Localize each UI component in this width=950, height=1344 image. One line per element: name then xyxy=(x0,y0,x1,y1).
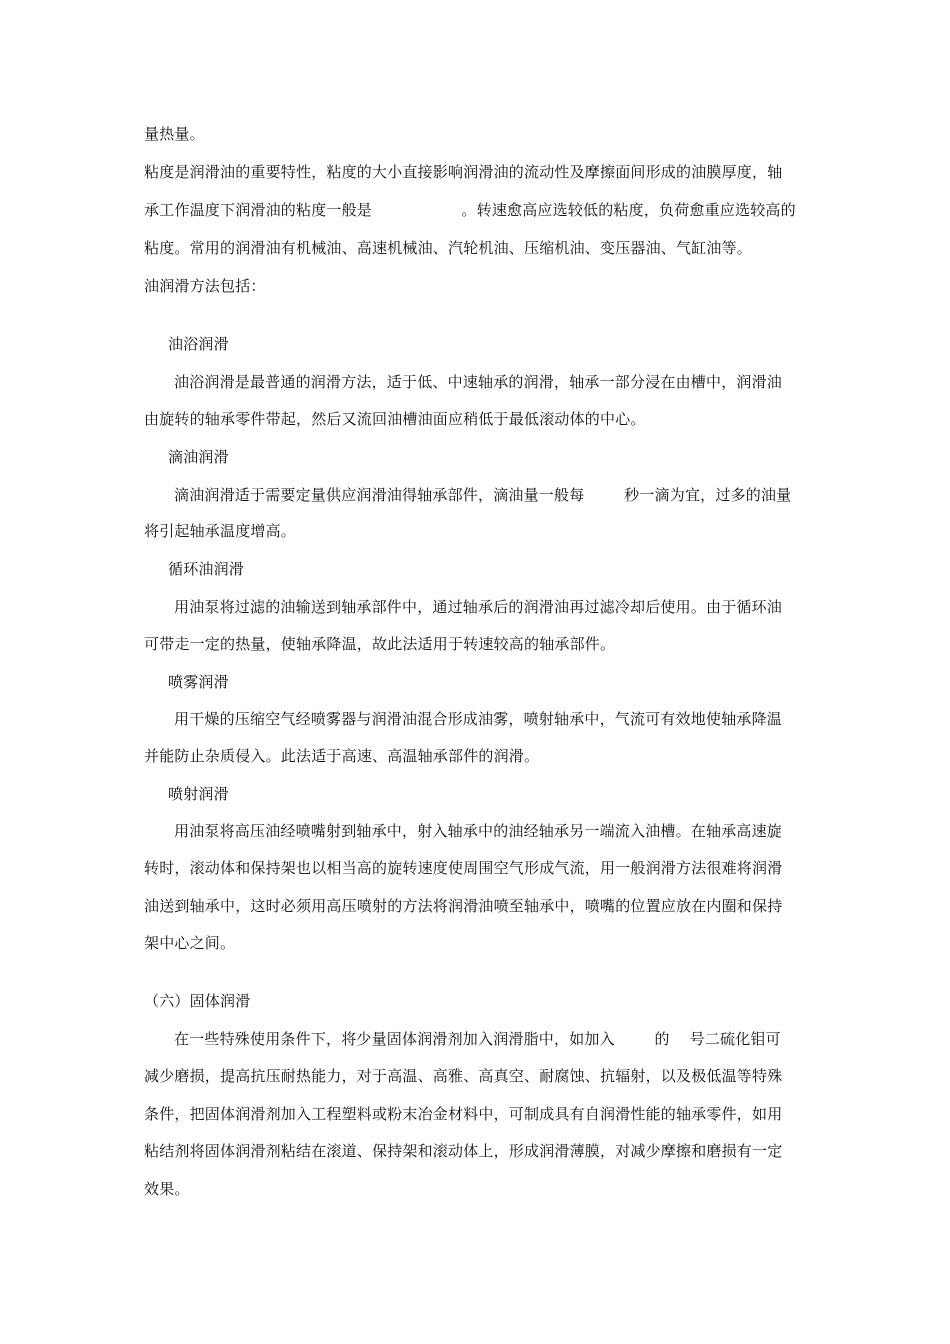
paragraph-line: 油浴润滑是最普通的润滑方法，适于低、中速轴承的润滑，轴承一部分浸在由槽中，润滑油 xyxy=(174,373,783,391)
paragraph-line: 并能防止杂质侵入。此法适于高速、高温轴承部件的润滑。 xyxy=(144,747,540,765)
paragraph-line: 效果。 xyxy=(144,1180,190,1198)
paragraph-line: 用油泵将过滤的油输送到轴承部件中，通过轴承后的润滑油再过滤冷却后使用。由于循环油 xyxy=(174,598,783,616)
method-heading: 滴油润滑 xyxy=(168,448,229,466)
paragraph-line: 转时，滚动体和保持架也以相当高的旋转速度使周围空气形成气流，用一般润滑方法很难将润滑 xyxy=(144,859,783,877)
paragraph-line: 粘度是润滑油的重要特性，粘度的大小直接影响润滑油的流动性及摩擦面间形成的油膜厚度，轴 xyxy=(144,163,783,181)
method-heading: 油浴润滑 xyxy=(168,335,229,353)
paragraph-line: 粘结剂将固体润滑剂粘结在滚道、保持架和滚动体上，形成润滑薄膜，对减少摩擦和磨损有一定 xyxy=(144,1142,783,1160)
method-heading: 循环油润滑 xyxy=(168,560,245,578)
paragraph-line: 油送到轴承中，这时必须用高压喷射的方法将润滑油喷至轴承中，喷嘴的位置应放在内圈和保持 xyxy=(144,897,783,915)
paragraph-line: 承工作温度下润滑油的粘度一般是 。转速愈高应选较低的粘度，负荷愈重应选较高的 xyxy=(144,201,796,219)
paragraph-line: 用油泵将高压油经喷嘴射到轴承中，射入轴承中的油经轴承另一端流入油槽。在轴承高速旋 xyxy=(174,822,783,840)
paragraph-line: 粘度。常用的润滑油有机械油、高速机械油、汽轮机油、压缩机油、变压器油、气缸油等。 xyxy=(144,239,753,257)
paragraph-line: 将引起轴承温度增高。 xyxy=(144,522,297,540)
paragraph-line: 在一些特殊使用条件下，将少量固体润滑剂加入润滑脂中，如加入 的 号二硫化钼可 xyxy=(174,1030,781,1048)
method-heading: 喷射润滑 xyxy=(168,785,229,803)
paragraph-line: 滴油润滑适于需要定量供应润滑油得轴承部件，滴油量一般每 秒一滴为宜，过多的油量 xyxy=(174,486,792,504)
paragraph-line: 用干燥的压缩空气经喷雾器与润滑油混合形成油雾，喷射轴承中，气流可有效地使轴承降温 xyxy=(174,710,783,728)
paragraph-line: 油润滑方法包括： xyxy=(144,277,266,295)
paragraph-line: 量热量。 xyxy=(144,125,205,143)
paragraph-line: 可带走一定的热量，使轴承降温，故此法适用于转速较高的轴承部件。 xyxy=(144,635,616,653)
paragraph-line: 减少磨损，提高抗压耐热能力，对于高温、高雅、高真空、耐腐蚀、抗辐射，以及极低温等特殊 xyxy=(144,1067,783,1085)
section-heading: （六）固体润滑 xyxy=(144,992,251,1010)
method-heading: 喷雾润滑 xyxy=(168,673,229,691)
paragraph-line: 由旋转的轴承零件带起，然后又流回油槽油面应稍低于最低滚动体的中心。 xyxy=(144,410,646,428)
paragraph-line: 架中心之间。 xyxy=(144,934,236,952)
paragraph-line: 条件，把固体润滑剂加入工程塑料或粉末冶金材料中，可制成具有自润滑性能的轴承零件，如用 xyxy=(144,1105,783,1123)
